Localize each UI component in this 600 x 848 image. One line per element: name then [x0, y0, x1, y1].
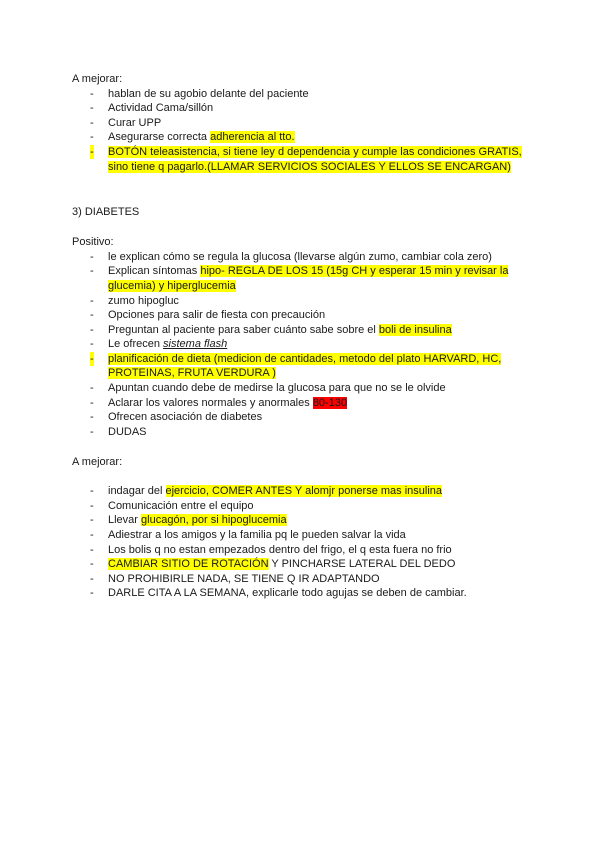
bullet-dash: -: [90, 529, 94, 541]
item-text: Llevar: [108, 514, 142, 526]
list-item: [108, 396, 347, 410]
highlighted-text: glucemia) y hiperglucemia: [108, 280, 236, 292]
highlighted-text: boli de insulina: [378, 324, 452, 336]
bullet-dash: -: [90, 131, 94, 143]
list-item-continuation: [108, 366, 276, 380]
bullet-dash: -: [90, 295, 94, 307]
bullet-dash: -: [90, 338, 94, 350]
item-text: Explican síntomas: [108, 265, 201, 277]
list-item: [108, 337, 227, 351]
item-text: Y PINCHARSE LATERAL DEL DEDO: [268, 558, 456, 570]
bullet-dash: -: [90, 544, 94, 556]
highlighted-text: BOTÓN teleasistencia, si tiene ley d dependencia y cumple las condiciones GRATIS,: [108, 146, 522, 158]
bullet-dash: -: [90, 251, 94, 263]
bullet-dash: -: [90, 426, 94, 438]
list-item: Comunicación entre el equipo: [108, 500, 254, 512]
bullet-dash: -: [90, 382, 94, 394]
bullet-dash: -: [90, 485, 94, 497]
list-item-continuation: [108, 279, 236, 293]
bullet-dash: -: [90, 514, 94, 526]
list-item: NO PROHIBIRLE NADA, SE TIENE Q IR ADAPTANDO: [108, 573, 380, 585]
list-item: [108, 513, 287, 527]
section-title-diabetes: 3) DIABETES: [72, 206, 140, 218]
list-item: Los bolis q no estan empezados dentro del frigo, el q esta fuera no frio: [108, 544, 452, 556]
highlighted-text: sino tiene q pagarlo.(LLAMAR SERVICIOS SOCIALES Y ELLOS SE ENCARGAN): [108, 161, 511, 173]
list-item: Actividad Cama/sillón: [108, 102, 214, 114]
bullet-dash: -: [90, 146, 94, 158]
list-item: Curar UPP: [108, 117, 162, 129]
highlighted-text: adherencia al tto.: [210, 131, 295, 143]
sistema-flash-link[interactable]: sistema flash: [163, 338, 228, 350]
bullet-dash: -: [90, 88, 94, 100]
list-item: Opciones para salir de fiesta con precaución: [108, 309, 326, 321]
bullet-dash: -: [90, 117, 94, 129]
list-item: Apuntan cuando debe de medirse la glucosa para que no se le olvide: [108, 382, 446, 394]
section-heading-a-mejorar: A mejorar:: [72, 73, 123, 85]
list-item: hablan de su agobio delante del paciente: [108, 88, 309, 100]
section-heading-a-mejorar-diabetes: A mejorar:: [72, 456, 123, 468]
list-item: [108, 145, 522, 159]
bullet-dash: -: [90, 265, 94, 277]
bullet-dash: -: [90, 573, 94, 585]
list-item: [108, 323, 452, 337]
bullet-dash: -: [90, 411, 94, 423]
list-item: le explican cómo se regula la glucosa (llevarse algún zumo, cambiar cola zero): [108, 251, 492, 263]
list-item: DARLE CITA A LA SEMANA, explicarle todo agujas se deben de cambiar.: [108, 587, 467, 599]
item-text: Preguntan al paciente para saber cuánto sabe sobre el: [108, 324, 379, 336]
list-item-continuation: [108, 160, 511, 174]
highlighted-text: hipo- REGLA DE LOS 15 (15g CH y esperar 15 min y revisar la: [200, 265, 509, 277]
bullet-dash: -: [90, 102, 94, 114]
highlighted-text: CAMBIAR SITIO DE ROTACIÓN: [108, 558, 269, 570]
list-item: [108, 352, 501, 366]
item-text: Asegurarse correcta: [108, 131, 211, 143]
list-item: Ofrecen asociación de diabetes: [108, 411, 263, 423]
item-text: Le ofrecen: [108, 338, 164, 350]
bullet-dash: -: [90, 587, 94, 599]
list-item: zumo hipogluc: [108, 295, 179, 307]
item-text: indagar del: [108, 485, 166, 497]
list-item: [108, 264, 508, 278]
list-item: [108, 484, 442, 498]
list-item: DUDAS: [108, 426, 147, 438]
bullet-dash: -: [90, 309, 94, 321]
list-item: [108, 130, 295, 144]
highlighted-text: planificación de dieta (medicion de cantidades, metodo del plato HARVARD, HC,: [108, 353, 502, 365]
bullet-dash: -: [90, 324, 94, 336]
list-item: [108, 557, 455, 571]
red-highlighted-text: 80-130: [312, 397, 348, 409]
highlighted-text: ejercicio, COMER ANTES Y alomjr ponerse mas insulina: [165, 485, 443, 497]
section-heading-positivo: Positivo:: [72, 236, 114, 248]
bullet-dash: -: [90, 353, 94, 365]
bullet-dash: -: [90, 558, 94, 570]
highlighted-text: PROTEINAS, FRUTA VERDURA ): [108, 367, 276, 379]
highlighted-text: glucagón, por si hipoglucemia: [141, 514, 287, 526]
item-text: Aclarar los valores normales y anormales: [108, 397, 313, 409]
bullet-dash: -: [90, 397, 94, 409]
bullet-dash: -: [90, 500, 94, 512]
list-item: Adiestrar a los amigos y la familia pq le pueden salvar la vida: [108, 529, 406, 541]
